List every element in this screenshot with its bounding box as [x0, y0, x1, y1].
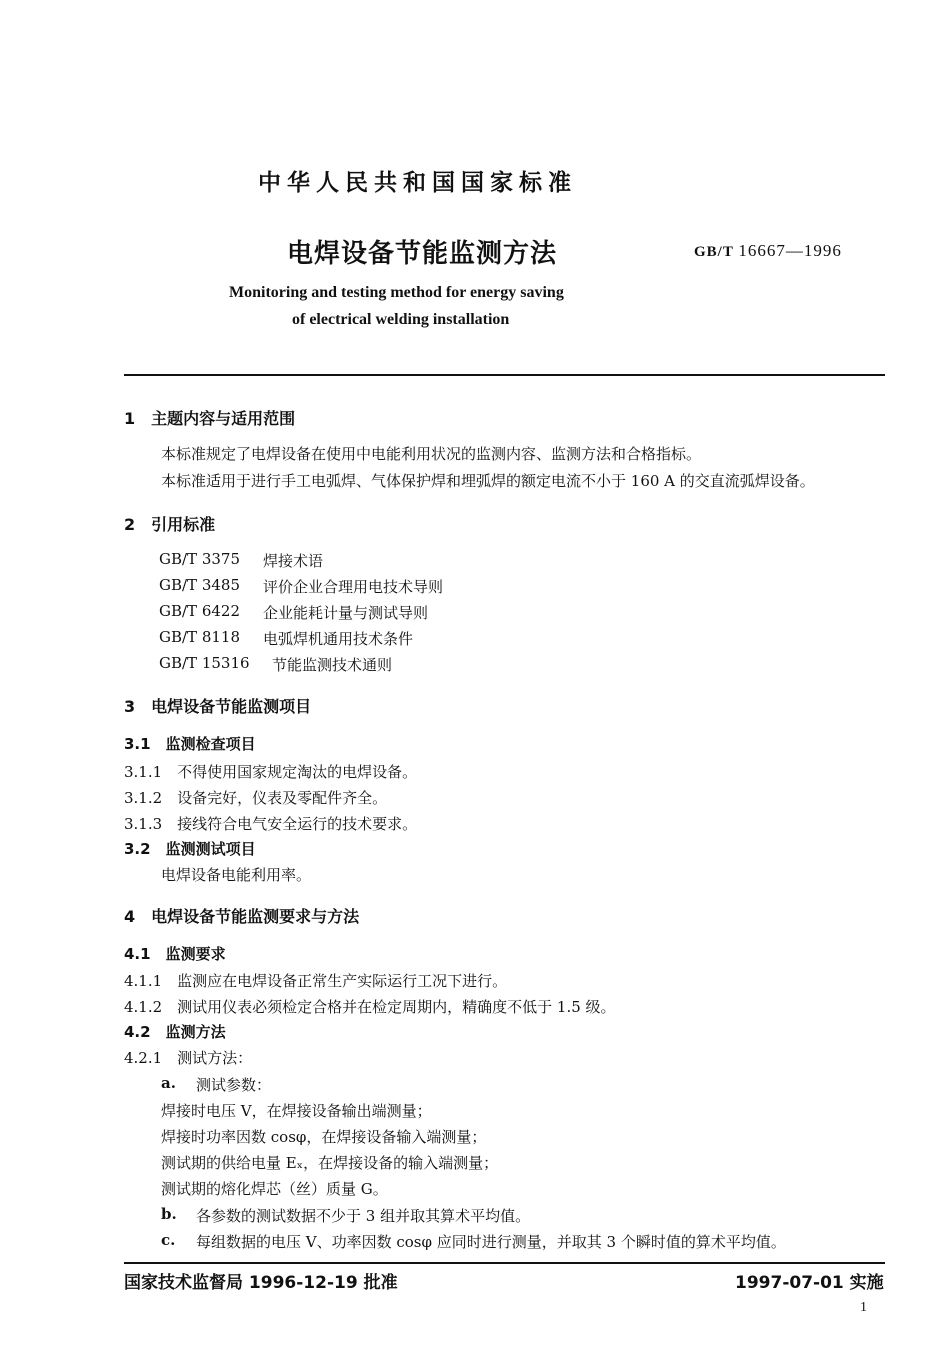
item-4-1-2: 4.1.2 测试用仪表必须检定合格并在检定周期内，精确度不低于 1.5 级。 [124, 998, 616, 1016]
parameter-line: 测试期的供给电量 Eₓ，在焊接设备的输入端测量； [161, 1154, 499, 1172]
section-3-2-heading: 3.2 监测测试项目 [124, 840, 256, 858]
list-label-b: b. [161, 1205, 177, 1223]
list-item-c: 每组数据的电压 V、功率因数 cosφ 应同时进行测量，并取其 3 个瞬时值的算术平均值。 [196, 1233, 786, 1251]
item-3-1-2: 3.1.2 设备完好，仪表及零配件齐全。 [124, 789, 388, 807]
section-4-1-heading: 4.1 监测要求 [124, 945, 226, 963]
footer-divider [124, 1262, 885, 1264]
reference-code: GB/T 3485 [159, 576, 241, 594]
reference-code: GB/T 6422 [159, 602, 241, 620]
reference-code: GB/T 15316 [159, 654, 250, 672]
reference-title: 节能监测技术通则 [272, 656, 393, 674]
reference-code: GB/T 8118 [159, 628, 241, 646]
list-label-a: a. [161, 1074, 176, 1092]
page-number: 1 [860, 1300, 867, 1315]
document-title: 电焊设备节能监测方法 [287, 239, 558, 269]
section-2-heading: 2 引用标准 [124, 515, 216, 534]
english-title-line-1: Monitoring and testing method for energy saving [229, 284, 564, 301]
reference-title: 焊接术语 [263, 552, 324, 570]
header-divider [124, 374, 885, 376]
list-item-b: 各参数的测试数据不少于 3 组并取其算术平均值。 [196, 1207, 531, 1225]
parameter-line: 测试期的熔化焊芯（丝）质量 G。 [161, 1180, 388, 1198]
section-1-paragraph-2: 本标准适用于进行手工电弧焊、气体保护焊和埋弧焊的额定电流不小于 160 A 的交直流弧焊设备。 [161, 472, 815, 490]
list-label-c: c. [161, 1231, 176, 1249]
english-title-line-2: of electrical welding installation [292, 311, 510, 328]
section-3-heading: 3 电焊设备节能监测项目 [124, 697, 312, 716]
item-4-1-1: 4.1.1 监测应在电焊设备正常生产实际运行工况下进行。 [124, 972, 508, 990]
effective-date: 1997-07-01 实施 [735, 1273, 884, 1293]
item-3-1-1: 3.1.1 不得使用国家规定淘汰的电焊设备。 [124, 763, 418, 781]
approval-date: 国家技术监督局 1996-12-19 批准 [124, 1273, 398, 1293]
item-4-2-1: 4.2.1 测试方法： [124, 1049, 253, 1067]
reference-title: 评价企业合理用电技术导则 [263, 578, 444, 596]
list-item-a: 测试参数： [196, 1076, 272, 1094]
reference-title: 企业能耗计量与测试导则 [263, 604, 429, 622]
standard-category-title: 中华人民共和国国家标准 [258, 170, 577, 196]
parameter-line: 焊接时电压 V，在焊接设备输出端测量； [161, 1102, 432, 1120]
reference-code: GB/T 3375 [159, 550, 241, 568]
section-3-2-paragraph: 电焊设备电能利用率。 [161, 866, 312, 884]
standard-number [694, 241, 842, 261]
section-4-heading: 4 电焊设备节能监测要求与方法 [124, 907, 360, 926]
section-1-paragraph-1: 本标准规定了电焊设备在使用中电能利用状况的监测内容、监测方法和合格指标。 [161, 445, 702, 463]
reference-title: 电弧焊机通用技术条件 [263, 630, 414, 648]
standard-code: 16667—1996 [738, 241, 842, 260]
section-4-2-heading: 4.2 监测方法 [124, 1023, 226, 1041]
section-1-heading: 1 主题内容与适用范围 [124, 409, 296, 428]
item-3-1-3: 3.1.3 接线符合电气安全运行的技术要求。 [124, 815, 418, 833]
standard-prefix: GB/T [694, 244, 739, 260]
section-3-1-heading: 3.1 监测检查项目 [124, 735, 256, 753]
parameter-line: 焊接时功率因数 cosφ，在焊接设备输入端测量； [161, 1128, 487, 1146]
